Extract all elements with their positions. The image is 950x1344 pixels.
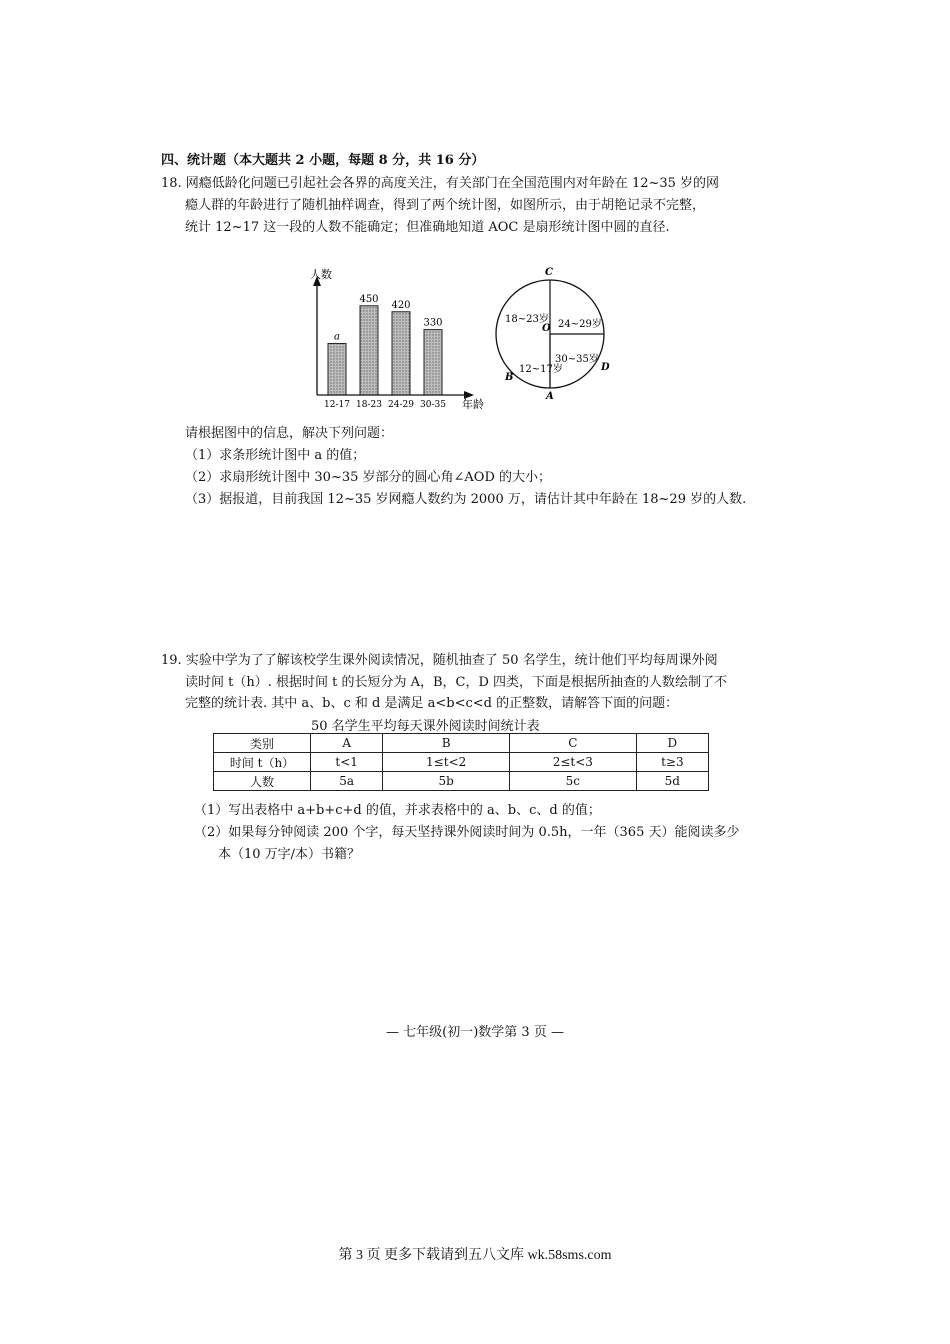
table-cell: 时间 t（h）	[214, 753, 311, 772]
table-cell: B	[383, 734, 510, 753]
table-row-time	[214, 753, 709, 772]
slice-label-18-23: 18~23岁	[505, 314, 549, 325]
table-caption: 50 名学生平均每天课外阅读时间统计表	[311, 719, 540, 734]
bar-30-35	[424, 330, 442, 395]
table-cell: A	[311, 734, 383, 753]
data-label-24-29: 420	[391, 299, 411, 311]
table-cell: 5b	[383, 772, 510, 791]
y-axis-label: 人数	[310, 268, 332, 281]
point-a-label: A	[546, 391, 554, 402]
q19-line2: 读时间 t（h）. 根据时间 t 的长短分为 A，B，C，D 四类，下面是根据所抽查的人数绘制了不	[185, 675, 728, 690]
page-footer: — 七年级(初一)数学第 3 页 —	[386, 1025, 564, 1040]
x-tick-12-17: 12-17	[324, 400, 350, 410]
table-cell: 1≤t<2	[383, 753, 510, 772]
x-tick-18-23: 18-23	[356, 400, 382, 410]
q19-line1: 19. 实验中学为了了解该校学生课外阅读情况，随机抽查了 50 名学生，统计他们平均每周课外阅	[161, 653, 718, 668]
pie-chart	[493, 262, 623, 407]
table-row-count	[214, 772, 709, 791]
bar-18-23	[360, 306, 378, 395]
q18-intro-line2: 瘾人群的年龄进行了随机抽样调查，得到了两个统计图，如图所示，由于胡艳记录不完整，	[185, 198, 706, 213]
point-o-label: O	[542, 323, 551, 334]
point-d-label: D	[601, 362, 610, 373]
q18-sub2: （2）求扇形统计图中 30~35 岁部分的圆心角∠AOD 的大小；	[185, 470, 552, 485]
data-label-12-17: a	[334, 331, 340, 343]
reading-time-table	[213, 733, 709, 791]
table-cell: D	[636, 734, 708, 753]
bar-chart	[300, 262, 500, 412]
table-cell: 5a	[311, 772, 383, 791]
section-title: 四、统计题	[161, 153, 227, 168]
download-footer: 第 3 页 更多下载请到五八文库 wk.58sms.com	[338, 1248, 612, 1263]
point-b-label: B	[505, 372, 514, 383]
table-cell: 类别	[214, 734, 311, 753]
table-cell: 人数	[214, 772, 311, 791]
table-cell: 2≤t<3	[509, 753, 636, 772]
q19-sub1: （1）写出表格中 a+b+c+d 的值，并求表格中的 a、b、c、d 的值；	[194, 803, 601, 818]
slice-label-24-29: 24~29岁	[558, 319, 602, 330]
q18-intro-line1: 18. 网瘾低龄化问题已引起社会各界的高度关注，有关部门在全国范围内对年龄在 12~35 岁的网	[161, 176, 720, 191]
table-cell: t<1	[311, 753, 383, 772]
table-cell: 5c	[509, 772, 636, 791]
slice-label-30-35: 30~35岁	[555, 354, 599, 365]
data-label-18-23: 450	[359, 293, 379, 305]
q18-prompt: 请根据图中的信息，解决下列问题：	[185, 426, 394, 441]
table-cell: 5d	[636, 772, 708, 791]
x-tick-30-35: 30-35	[420, 400, 446, 410]
x-tick-24-29: 24-29	[388, 400, 414, 410]
table-header-row	[214, 734, 709, 753]
bar-12-17	[328, 343, 346, 395]
data-label-30-35: 330	[423, 317, 443, 329]
slice-label-12-17: 12~17岁	[519, 364, 563, 375]
q18-sub1: （1）求条形统计图中 a 的值；	[185, 448, 366, 463]
q19-sub2-line2: 本（10 万字/本）书籍？	[218, 847, 361, 862]
q18-sub3: （3）据报道，目前我国 12~35 岁网瘾人数约为 2000 万，请估计其中年龄在 18~29 岁的人数.	[185, 492, 747, 507]
x-axis-label: 年龄	[462, 398, 484, 411]
table-cell: t≥3	[636, 753, 708, 772]
point-c-label: C	[545, 267, 553, 278]
q19-line3: 完整的统计表. 其中 a、b、c 和 d 是满足 a<b<c<d 的正整数，请解答下面的问题：	[185, 696, 679, 711]
q18-intro-line3: 统计 12~17 这一段的人数不能确定；但准确地知道 AOC 是扇形统计图中圆的直径.	[185, 220, 670, 235]
table-cell: C	[509, 734, 636, 753]
section-note: （本大题共 2 小题，每题 8 分，共 16 分）	[226, 153, 485, 168]
bar-24-29	[392, 312, 410, 395]
section-header	[161, 151, 484, 171]
q19-sub2-line1: （2）如果每分钟阅读 200 个字，每天坚持课外阅读时间为 0.5h，一年（365 天）能阅读多少	[194, 825, 740, 840]
